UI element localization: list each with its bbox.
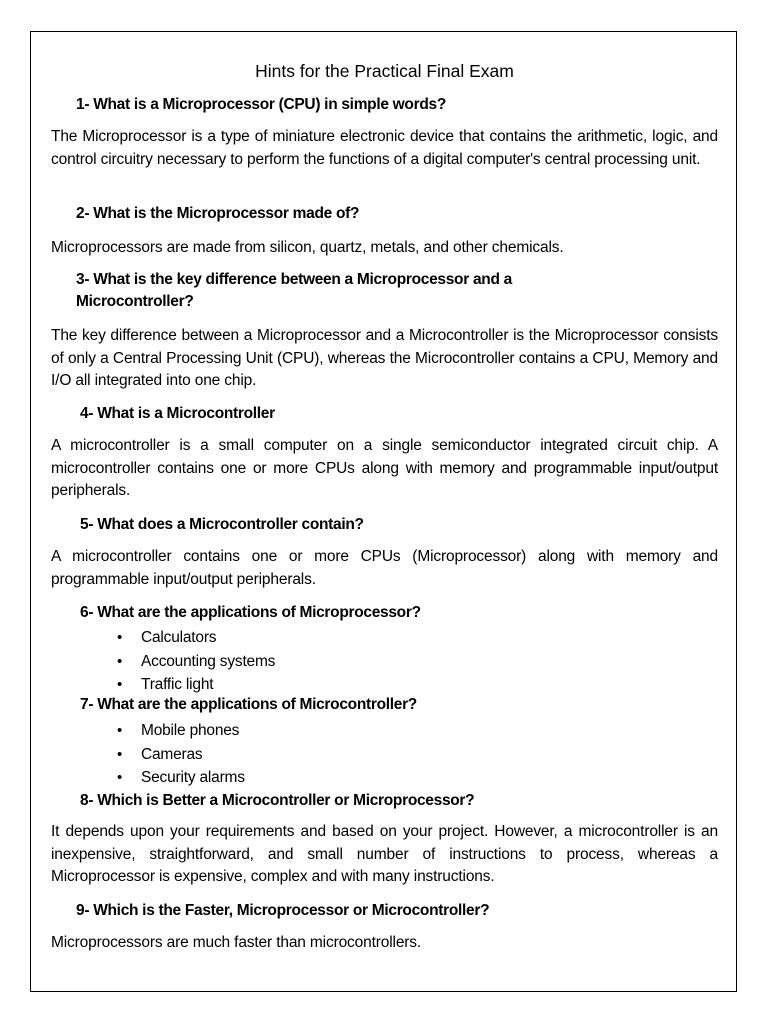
question-9: 9- Which is the Faster, Microprocessor or Microcontroller?: [76, 902, 490, 919]
list-item: • Traffic light: [31, 673, 275, 697]
question-8: 8- Which is Better a Microcontroller or Microprocessor?: [80, 792, 475, 809]
answer-5: A microcontroller contains one or more CPUs (Microprocessor) along with memory and programmable input/output peripherals.: [51, 548, 718, 588]
applications-microcontroller-list: [31, 719, 245, 790]
question-3-line-2: Microcontroller?: [76, 293, 194, 310]
document-title: Hints for the Practical Final Exam: [255, 61, 514, 81]
question-4: 4- What is a Microcontroller: [80, 405, 275, 422]
list-item: • Mobile phones: [31, 719, 245, 743]
answer-3: The key difference between a Microprocessor and a Microcontroller is the Microprocessor consists of only a Central Processing Unit (CPU), whereas the Microcontroller contains a CPU, Memory and I/O all integrated into one chip.: [51, 327, 718, 389]
bullet-icon: •: [117, 676, 123, 693]
question-3-line-1: 3- What is the key difference between a Microprocessor and a: [76, 271, 512, 288]
question-2: 2- What is the Microprocessor made of?: [76, 205, 360, 222]
bullet-icon: •: [117, 745, 123, 763]
answer-1: The Microprocessor is a type of miniature electronic device that contains the arithmetic, logic, and control circuitry necessary to perform the functions of a digital computer's central processing unit.: [51, 128, 718, 168]
bullet-icon: •: [117, 769, 123, 786]
question-5: 5- What does a Microcontroller contain?: [80, 516, 364, 533]
document-page: [30, 31, 737, 992]
question-1: 1- What is a Microprocessor (CPU) in simple words?: [76, 96, 446, 113]
list-item: • Calculators: [31, 626, 275, 650]
bullet-icon: •: [117, 629, 123, 646]
list-item: • Security alarms: [31, 766, 245, 790]
answer-4: A microcontroller is a small computer on a single semiconductor integrated circuit chip. A microcontroller contains one or more CPUs along with memory and programmable input/output peripherals.: [51, 437, 718, 499]
answer-2: Microprocessors are made from silicon, quartz, metals, and other chemicals.: [51, 239, 564, 256]
list-item: • Accounting systems: [31, 650, 275, 674]
question-7: 7- What are the applications of Microcontroller?: [80, 696, 417, 713]
bullet-icon: •: [117, 722, 123, 739]
question-6: 6- What are the applications of Microprocessor?: [80, 604, 421, 621]
answer-8: It depends upon your requirements and based on your project. However, a microcontroller is an inexpensive, straightforward, and small number of instructions to process, whereas a Microprocessor is expensive, complex and with many instructions.: [51, 823, 718, 885]
answer-9: Microprocessors are much faster than microcontrollers.: [51, 934, 422, 951]
bullet-icon: •: [117, 652, 123, 670]
list-item: • Cameras: [31, 743, 245, 767]
applications-microprocessor-list: [31, 626, 275, 697]
